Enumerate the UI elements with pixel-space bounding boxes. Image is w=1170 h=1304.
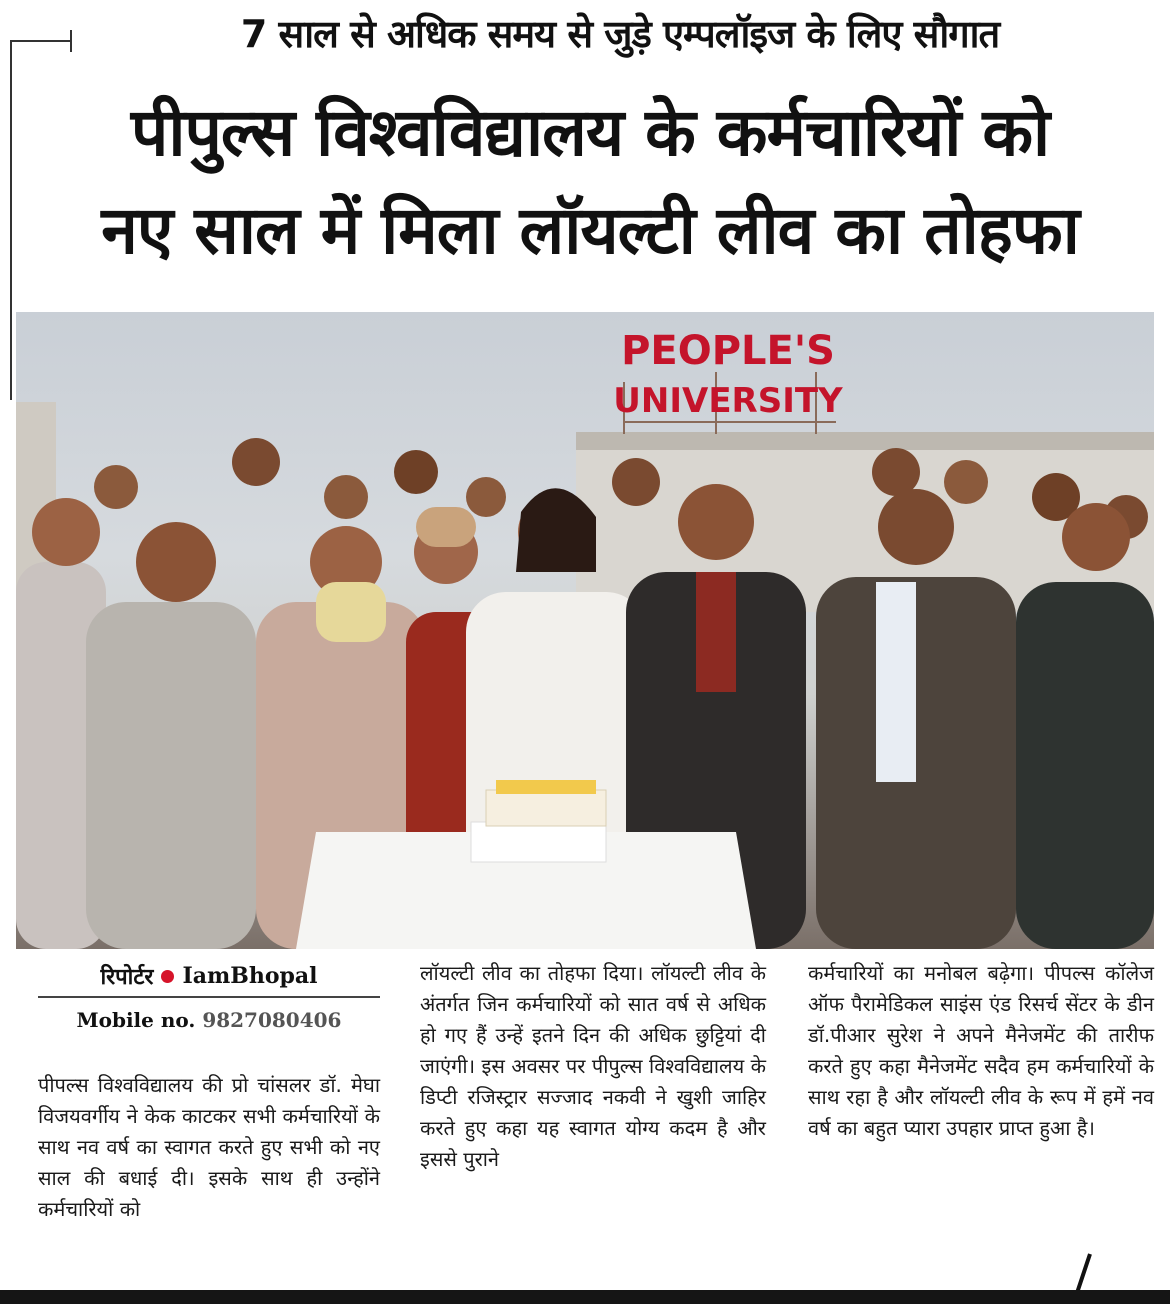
- photo-illustration: [16, 312, 1154, 949]
- article-column-1: [38, 1070, 380, 1225]
- headline-line-2: नए साल में मिला लॉयल्टी लीव का तोहफा: [101, 192, 1079, 269]
- byline: [38, 958, 380, 994]
- sign-peoples: PEOPLE'S: [621, 328, 835, 374]
- byline-rule: [38, 996, 380, 998]
- kicker-headline: 7 साल से अधिक समय से जुड़े एम्पलॉइज के लिए सौगात: [240, 12, 1000, 56]
- main-headline: [20, 84, 1160, 280]
- sign-university: UNIVERSITY: [613, 381, 843, 421]
- corner-rule-vertical: [10, 40, 12, 400]
- bullet-dot-icon: [161, 970, 174, 983]
- bottom-band: [0, 1290, 1170, 1304]
- mobile-line: [38, 1008, 380, 1038]
- article-column-3: [808, 958, 1154, 1144]
- byline-name: IamBhopal: [182, 963, 318, 989]
- mobile-number: 9827080406: [202, 1008, 342, 1032]
- article-column-2: [420, 958, 766, 1175]
- corner-rule: [10, 40, 72, 42]
- byline-block: [38, 958, 380, 1038]
- article-text-3: कर्मचारियों का मनोबल बढ़ेगा। पीपल्स कॉलेज ऑफ पैरामेडिकल साइंस एंड रिसर्च सेंटर के डीन डॉ.पीआर सुरेश ने अपने मैनेजमेंट की तारीफ करते हुए कहा मैनेजमेंट सदैव हम कर्मचारियों के साथ रहा है और लॉयल्टी लीव के रूप में हमें नव वर्ष का बहुत प्यारा उपहार प्राप्त हुआ है।: [808, 961, 1154, 1140]
- byline-reporter-label: रिपोर्टर: [100, 964, 154, 990]
- corner-tick: [70, 30, 72, 52]
- headline-line-1: पीपुल्स विश्वविद्यालय के कर्मचारियों को: [130, 94, 1050, 171]
- news-photo: [16, 312, 1154, 949]
- article-text-1: पीपल्स विश्वविद्यालय की प्रो चांसलर डॉ. मेघा विजयवर्गीय ने केक काटकर सभी कर्मचारियों के साथ नव वर्ष का स्वागत करते हुए सभी को नए साल की बधाई दी। इसके साथ ही उन्होंने कर्मचारियों को: [38, 1073, 380, 1221]
- building-parapet: [576, 432, 1154, 450]
- article-text-2: लॉयल्टी लीव का तोहफा दिया। लॉयल्टी लीव के अंतर्गत जिन कर्मचारियों को सात वर्ष से अधिक हो गए हैं उन्हें इतने दिन की अधिक छुट्टियां दी जाएंगी। इस अवसर पर पीपुल्स विश्वविद्यालय के डिप्टी रजिस्ट्रार सज्जाद नकवी ने खुशी जाहिर करते हुए कहा यह स्वागत योग्य कदम है और इससे पुराने: [420, 961, 766, 1171]
- mobile-label: Mobile no.: [76, 1008, 196, 1032]
